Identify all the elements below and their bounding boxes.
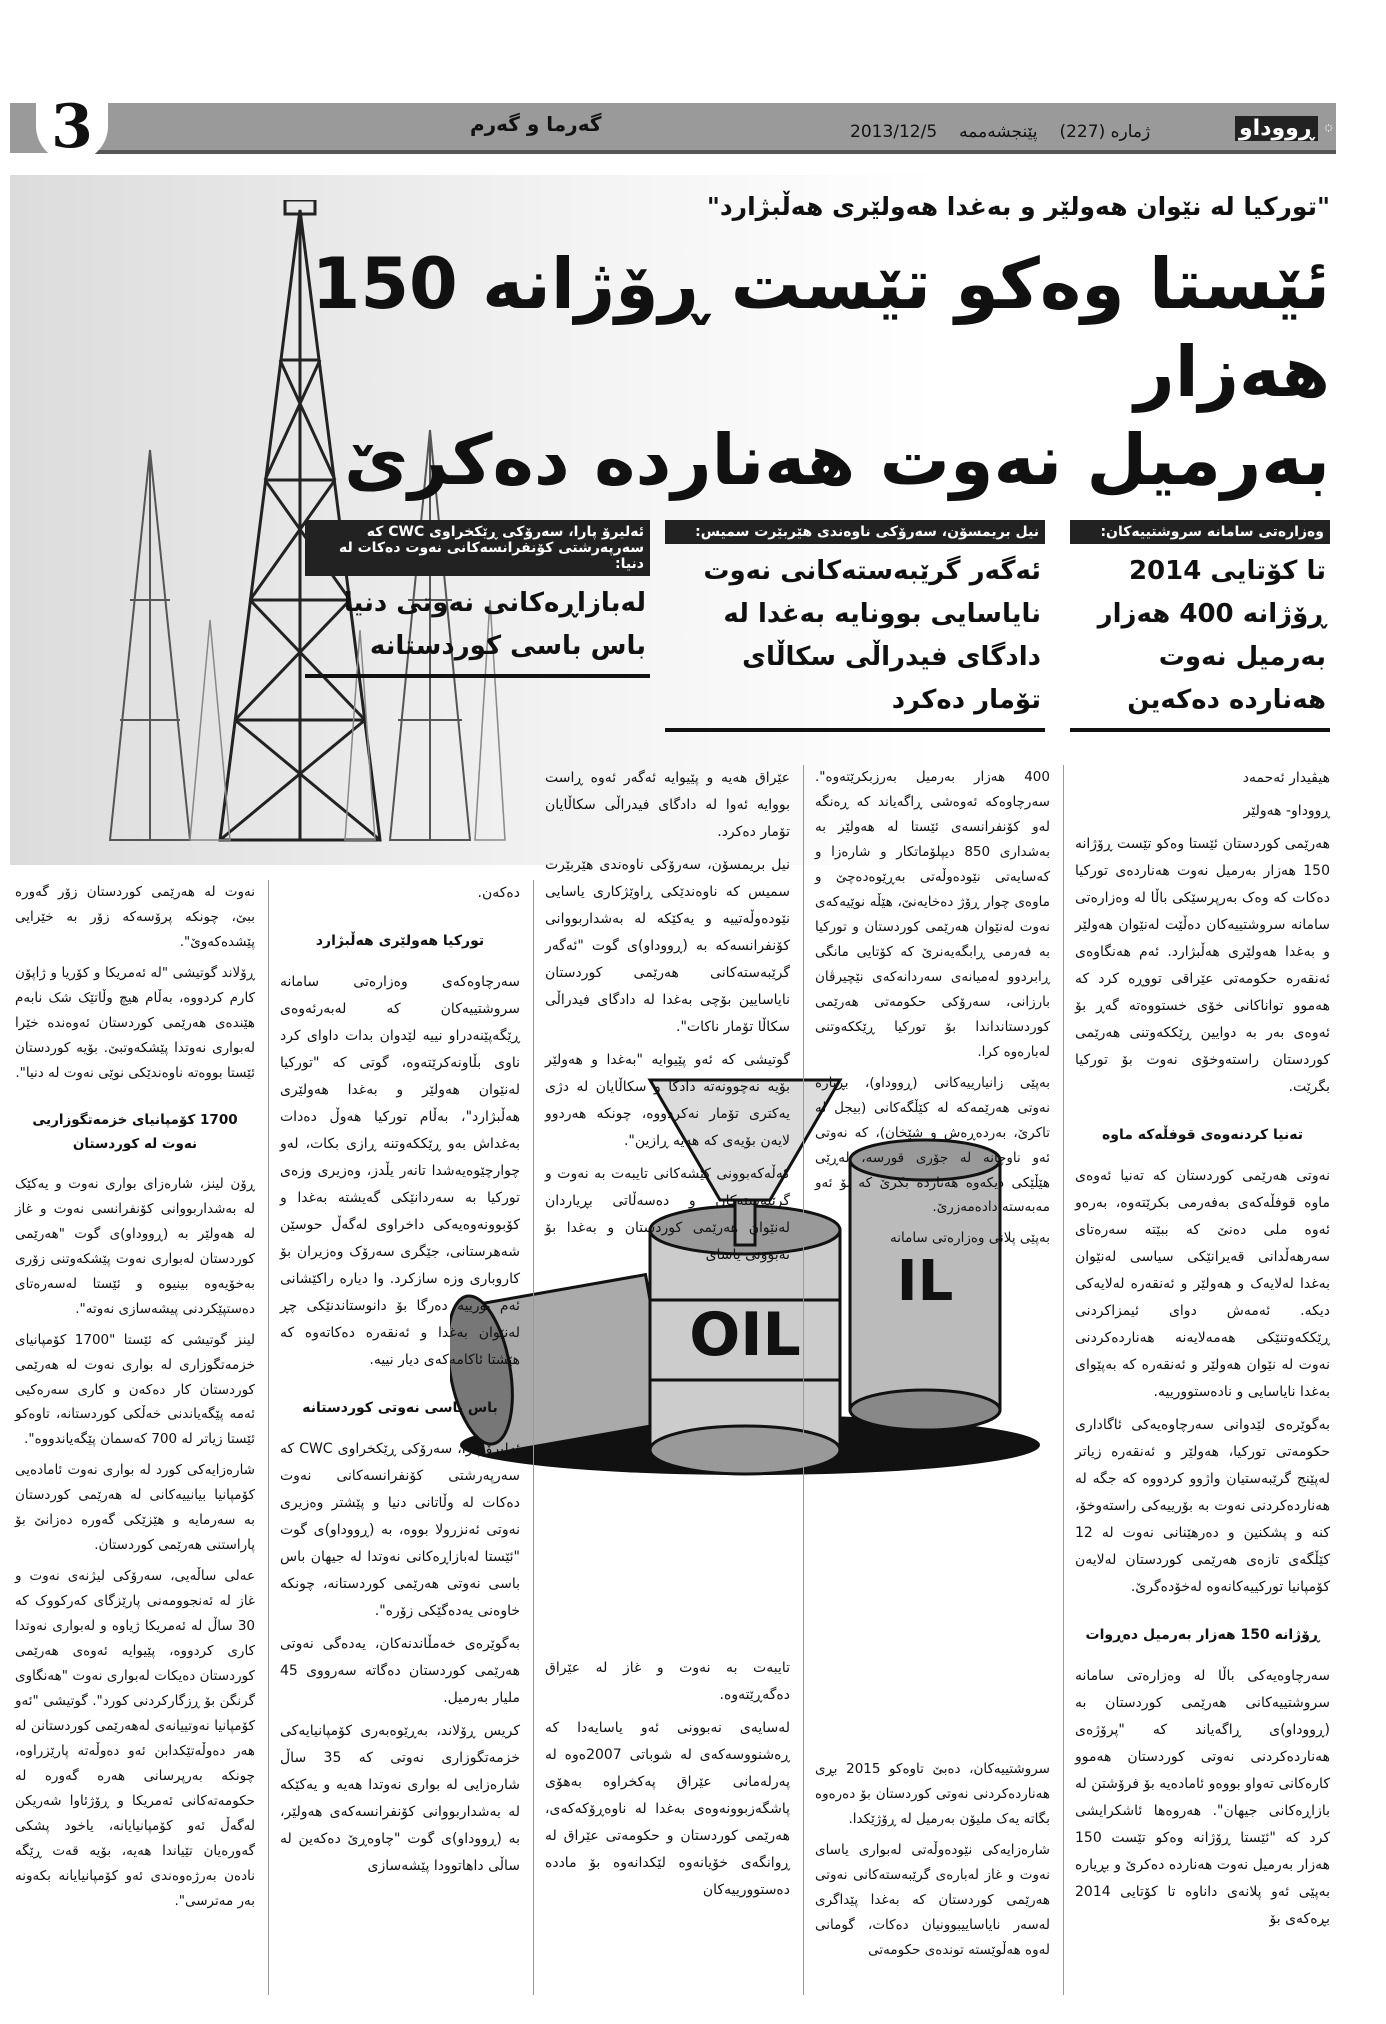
paragraph: سەرچاوەیەکی باڵا لە وەزارەتی سامانە سروشتییەکانی هەرێمی کوردستان بە (ڕووداو)ی ڕاگەیاند کە "پرۆژەی هەنارده‌کردنی نەوتی کوردستان هەموو کارەکانی تەواو بووەو ئامادەیە بۆ فرۆشتن لە بازاڕەکانی جیهان". هەروەها ئاشکرایشی کرد کە "ئێستا ڕۆژانە وەکو تێست 150 هەزار بەرمیل نەوت هەنارده دەکرێ و بڕیارە بەپێی ئەو پلانەی داناوە تا کۆتایی 2014 بڕەکەی بۆ — [1075, 1668, 1330, 1927]
article-column-1 — [1075, 765, 1330, 1939]
column-divider — [268, 880, 269, 1995]
subhead-label: وەزارەتی سامانە سروشتییەکان: — [1070, 520, 1330, 544]
paragraph: ڕۆلاند گوتیشی "لە ئەمریکا و کۆریا و ژاپۆن کارم کردووە، بەڵام هیچ وڵاتێک شک نابەم هێندەی هەرێمی کوردستان ئەوەندە خێرا لەبواری نەوتدا پێشکەوتبێ. بۆیە کوردستان ئێستا بووەتە ناوەندێکی نوێی نەوت لە دنیا". — [15, 964, 255, 1081]
issue-number: ژمارە (227) — [1059, 122, 1151, 142]
column-subhead: باس باسی نەوتی کوردستانە — [302, 1400, 498, 1416]
paragraph: نەوتی هەرێمی کوردستان کە تەنیا ئەوەی ماوە قوفڵەکەی بەفەرمی بکرێتەوە، بەرەو ئەوە ملی دەنێ کە ببێتە سەرەتای سەرهەڵدانی قەیرانێکی سیاسی لەنێوان بەغدا لەلایەک و هەولێر و ئەنقەرە لەلایەکی دیکە. ئەمەش دوای ئیمزاکردنی ڕێککەوتنێکی هەمەلایەنە هەنارده‌کردنی نەوت لە نێوان هەولێر و ئەنقەرە کە بەپێوای بەغدا نایاسایی و نادەستوورییە. — [1075, 1168, 1330, 1400]
main-headline — [270, 240, 1330, 504]
paragraph: گوتیشی کە ئەو پێیوایە "بەغدا و هەولێر بۆیە نەچوونەتە دادگا و سکاڵایان لە دژی یەکتری تۆمار نەکردووە، چونکە هەردوو لایەن بۆیەی کە هەیە ڕازین". — [545, 1052, 790, 1149]
issue-weekday: پێنجشەممە — [959, 122, 1038, 142]
issue-date: 2013/12/5 — [850, 122, 938, 142]
headline-kicker: "تورکیا لە نێوان هەولێر و بەغدا هەولێری هەڵبژارد" — [706, 192, 1330, 221]
art-spacer — [545, 1275, 790, 1655]
section-label: گەرما و گەرم — [470, 112, 602, 136]
byline-location: ڕووداو- هەولێر — [1243, 803, 1330, 819]
headline-line-2: بەرمیل نەوت هەنارده دەکرێ — [344, 419, 1330, 501]
paragraph: بەگوێرەی خەمڵاندنەکان، یەدەگی نەوتی هەرێمی کوردستان دەگاتە سەرووی 45 ملیار بەرمیل. — [280, 1636, 520, 1706]
article-column-2 — [815, 765, 1050, 1969]
subhead-rule — [665, 728, 1045, 732]
subhead-title: لەبازاڕەکانی نەوتی دنیا باس باسی کوردستانە — [343, 588, 646, 661]
masthead-logo — [1235, 106, 1333, 150]
page-number: 3 — [36, 92, 108, 162]
paragraph: کەڵەکەبوونی کێشەکانی تایبەت بە نەوت و گرێبەستەکان و دەسەڵاتی بڕیاردان لەنێوان هەرێمی کوردستان و بەغدا بۆ نەبوونی یاسای — [545, 1166, 790, 1263]
barrel-oil-label: OIL — [689, 1300, 801, 1370]
paragraph: عێراق هەیە و پێیوایە ئەگەر ئەوە ڕاست بووایە ئەوا لە دادگای فیدراڵی سکاڵایان تۆمار دەکرد. — [545, 770, 790, 840]
subhead-box-parra — [305, 520, 650, 678]
subhead-rule — [305, 674, 650, 678]
column-subhead: تەنیا کردنەوەی قوفڵەکە ماوە — [1101, 1127, 1304, 1143]
paragraph: ڕۆن لینز، شارەزای بواری نەوت و یەکێک لە بەشداربووانی کۆنفرانسی نەوت و غاز لە هەولێر بە (ڕووداو)ی گوت "هەرێمی کوردستان لەبواری نەوت پێشکەوتنی زۆری بەخۆیەوە بینیوە و ئێستا لەسەرەتای دەستپێکردنی پیشەسازی نەوتە". — [15, 1175, 255, 1317]
article-column-4 — [280, 880, 520, 1886]
paragraph: 400 هەزار بەرمیل بەرزبکرێتەوە". سەرچاوەکە ئەوەشی ڕاگەیاند کە ڕەنگە لەو کۆنفرانسەی ئێستا لە هەولێر بە بەشداری 850 دیپلۆماتکار و شارەزا و کەسایەتی نێودەوڵەتی بەڕێوەدەچێ و ماوەی چوار ڕۆژ دەخایەنێ، هێڵە نوێیەکەی نەوت لەنێوان هەرێمی کوردستان و تورکیا بە فەرمی ڕابگەیەنرێ کە کۆتایی مانگی ڕابردوو لەمیانەی سەردانەکەی نێچیرڤان بارزانی، سەرۆکی حکومەتی هەرێمی کوردستانداندا بۆ تورکیا ڕێککەوتنی لەبارەوە کرا. — [815, 769, 1050, 1060]
paragraph: نەوت لە هەرێمی کوردستان زۆر گەورە ببێ، چونکە پرۆسەکە زۆر بە خێرایی پێشدەکەوێ". — [15, 884, 255, 950]
header-rule — [60, 150, 1336, 154]
paragraph: بەپێی زانیارییەکانی (ڕووداو)، بڕیارە نەوتی هەرێمەکە لە کێڵگەکانی (بیجل لە تاکرێ، بەردەڕەش و شێخان)، کە نەوتی ئەو ناوچانە لە جۆری قورسە، لەڕێی هێڵێکی دیکەوە هەنارده بکرێ کە بۆ ئەو مەبەستە دادەمەزرێ. — [815, 1074, 1050, 1216]
paragraph: بەپێی پلانی وەزارەتی سامانە — [889, 1230, 1050, 1247]
paragraph: ئەلیرۆ پارا، سەرۆکی ڕێکخراوی CWC کە سەرپەرشتی کۆنفرانسەکانی نەوت دەکات لە وڵاتانی دنیا و پێشتر وەزیری نەوتی ئەنزرولا بووە، بە (ڕووداو)ی گوت "ئێستا لەبازاڕەکانی نەوتدا لە جیهان باس باسی نەوتی هەرێمی کوردستانە، چونکە خاوەنی یەدەگێکی زۆرە". — [280, 1441, 520, 1619]
column-divider — [533, 880, 534, 1995]
subhead-label: ئەلیرۆ پارا، سەرۆکی ڕێکخراوی CWC کە سەرپەرشتی کۆنفرانسەکانی نەوت دەکات لە دنیا: — [305, 520, 650, 576]
column-divider — [803, 765, 804, 1995]
subhead-rule — [1070, 728, 1330, 732]
subhead-title: ئەگەر گرێبەستەکانی نەوت نایاسایی بوونایە بەغدا لە دادگای فیدراڵی سکاڵای تۆمار دەکرد — [703, 556, 1041, 715]
article-column-5 — [15, 880, 255, 1920]
issue-meta — [850, 122, 1150, 142]
paragraph: تایبەت بە نەوت و غاز لە عێراق دەگەڕێتەوە. — [545, 1660, 790, 1703]
subhead-title: تا کۆتایی 2014 ڕۆژانە 400 هەزار بەرمیل نەوت هەنارده دەکەین — [1097, 556, 1326, 715]
barrel-il-label: IL — [896, 1249, 954, 1314]
byline-author: هیڤیدار ئەحمەد — [1242, 770, 1330, 786]
paragraph: هەرێمی کوردستان ئێستا وەکو تێست ڕۆژانە 150 هەزار بەرمیل نەوت هەنارده‌ی تورکیا دەکات کە وەک بەرپرسێکی باڵا لە وەزارەتی سامانە سروشتییەکان دەڵێت لەنێوان هەولێر و بەغدا هەولێری هەڵبژارد. ئەم هەنگاوەی ئەنقەرە حکومەتی عێراقی تووڕە کرد کە هەموو تواناکانی خۆی خستووەتە گەڕ بۆ ئەوەی بەر بە دوایین ڕێککەوتنی هەرێمی کوردستان راستەوخۆی نەوت بۆ تورکیا بگرێت. — [1075, 836, 1330, 1095]
article-column-3 — [545, 765, 790, 1910]
subhead-box-ministry — [1070, 520, 1330, 732]
paragraph: دەکەن. — [477, 885, 520, 901]
sunburst-icon — [1324, 113, 1333, 143]
paragraph: شارەزایەکی نێودەوڵەتی لەبواری یاسای نەوت و غاز لەبارەی گرێبەستەکانی نەوتی هەرێمی کوردستان کە بەغدا پێداگری لەسەر نایاساییبوونیان دەکات، گومانی لەوە هەڵوێستە توندەی حکومەتی — [815, 1842, 1050, 1959]
logo-text: ڕووداو — [1235, 116, 1318, 141]
paragraph: لەسایەی نەبوونی ئەو یاسایەدا کە ڕەشنووسەکەی لە شوباتی 2007ەوە لە پەرلەمانی عێراق پەکخراوە بەهۆی پاشگەزبوونەوەی بەغدا لە ناوەڕۆکەکەی، هەرێمی کوردستان و حکومەتی عێراق لە ڕوانگەی خۆیانەوە لێکدانەوە بۆ ماددە دەستوورییەکان — [545, 1720, 790, 1898]
paragraph: سروشتییەکان، دەبێ تاوەکو 2015 بڕی هەنارده‌کردنی نەوتی کوردستان بۆ دەرەوە بگاتە یەک ملیۆن بەرمیل لە ڕۆژێکدا. — [815, 1761, 1050, 1828]
art-spacer — [815, 1257, 1050, 1757]
paragraph: کریس ڕۆلاند، بەڕێوەبەری کۆمپانیایەکی خزمەتگوزاری نەوتی کە 35 ساڵ شارەزایی لە بواری نەوتدا هەیە و یەکێکە لە بەشداربووانی کۆنفرانسەکەی هەولێر، بە (ڕووداو)ی گوت "چاوەڕێ دەکەین لە ساڵی داهاتوودا پێشەسازی — [280, 1723, 520, 1874]
column-subhead: ڕۆژانە 150 هەزار بەرمیل دەڕوات — [1085, 1627, 1320, 1643]
column-subhead: تورکیا هەولێری هەڵبژارد — [315, 933, 485, 949]
paragraph: بەگوێرەی لێدوانی سەرچاوەیەکی ئاگاداری حکومەتی تورکیا، هەولێر و ئەنقەرە زیاتر لەپێنج گرێبەستیان واژوو کردووە کە جگە لە هەنارده‌کردنی نەوت بە بۆرییەکی راستەوخۆ، کنە و پشکنین و دەرهێنانی نەوت لە 12 کێڵگەی تازەی هەرێمی کوردستان لەلایەن کۆمپانیا تورکییەکانەوە لەخۆدەگرێ. — [1075, 1417, 1330, 1595]
paragraph: سەرچاوەکەی وەزارەتی سامانە سروشتییەکان کە لەبەرئەوەی ڕێگەپێنەدراو نییە لێدوان بدات داوای کرد ناوی بڵاونەکرێتەوە، گوتی کە "تورکیا لەنێوان هەولێر و بەغدا هەولێری هەڵبژارد"، بەڵام تورکیا هەوڵ دەدات بەغداش بەو ڕێککەوتنە ڕازی بکات، لەو چوارچێوەیەشدا تانەر یڵدز، وەزیری وزەی تورکیا بە سەردانێکی گەیشتە بەغدا و کۆبوونەوەیەکی داخراوی لەگەڵ حوسێن شەهرستانی، جێگری سەرۆک وەزیران بۆ کاروباری وزە سازکرد. وا دیارە راکێشانی ئەم بۆرییە دەرگا بۆ دانوستاندنێکی چڕ لەنێوان بەغدا و ئەنقەرە دەکاتەوە کە هێشتا ئاکامەکەی دیار نییە. — [280, 974, 520, 1368]
column-subhead: 1700 کۆمپانیای خزمەتگوزاریی نەوت لە کوردستان — [32, 1111, 238, 1152]
paragraph: لینز گوتیشی کە ئێستا "1700 کۆمپانیای خزمەتگوزاری لە بواری نەوت لە هەرێمی کوردستان کار دەکەن و کاری سەرەکیی ئەمە پێگەیاندنی خەڵکی کوردستانە، تاوەکو ئێستا زیاتر لە 700 کەسمان پێگەیاندووە". — [15, 1331, 256, 1448]
paragraph: عەلی ساڵەیی، سەرۆکی لیژنەی نەوت و غاز لە ئەنجوومەنی پارێزگای کەرکووک کە 30 ساڵ لە ئەمریکا ژیاوە و لەبواری نەوتدا کاری کردووە، پێیوایە ئەوەی هەرێمی کوردستان دەیکات لەبواری نەوت "هەنگاوی گرنگن بۆ ڕزگارکردنی کورد". گوتیشی "ئەو کۆمپانیا نەوتییانەی لەهەرێمی کوردستانن لە هەر دەوڵەتێکدابن ئەو دەوڵەتە پارێزراوە، چونکە بەرپرسانی هەرە گەورە لە حکومەتەکانی ئەمریکا و ڕۆژئاوا شەریکن لەگەڵ ئەو کۆمپانیایانە، یاخود پشکی گەورەیان تێیاندا هەیە، بۆیە قەت ڕێگە نادەن بەرژەوەندی ئەو کۆمپانیایانە بکەونە بەر مەترسی". — [15, 1568, 255, 1909]
paragraph: نیل بریمسۆن، سەرۆکی ناوەندی هێربێرت سمیس کە ناوەندێکی ڕاوێژکاری یاسایی نێودەوڵەتییە و یەکێکە لە بەشداربووانی کۆنفرانسەکە بە (ڕووداو)ی گوت "ئەگەر گرێبەستەکانی هەرێمی کوردستان نایاسایین بۆچی بەغدا لە دادگای فیدراڵی سکاڵا تۆمار ناکات". — [545, 857, 790, 1035]
column-divider — [1063, 765, 1064, 1995]
subhead-label: نیل بریمسۆن، سەرۆکی ناوەندی هێربێرت سمیس: — [665, 520, 1045, 544]
paragraph: شارەزایەکی کورد لە بواری نەوت ئامادەیی کۆمپانیا بیانییەکانی لە هەرێمی کوردستان بە سەرمایە و هێزێکی گەورە دەزانێ بۆ پاراستنی هەرێمی کوردستان. — [15, 1462, 255, 1554]
headline-line-1: ئێستا وەکو تێست ڕۆژانە 150 هەزار — [311, 243, 1330, 413]
subhead-box-brimson — [665, 520, 1045, 732]
